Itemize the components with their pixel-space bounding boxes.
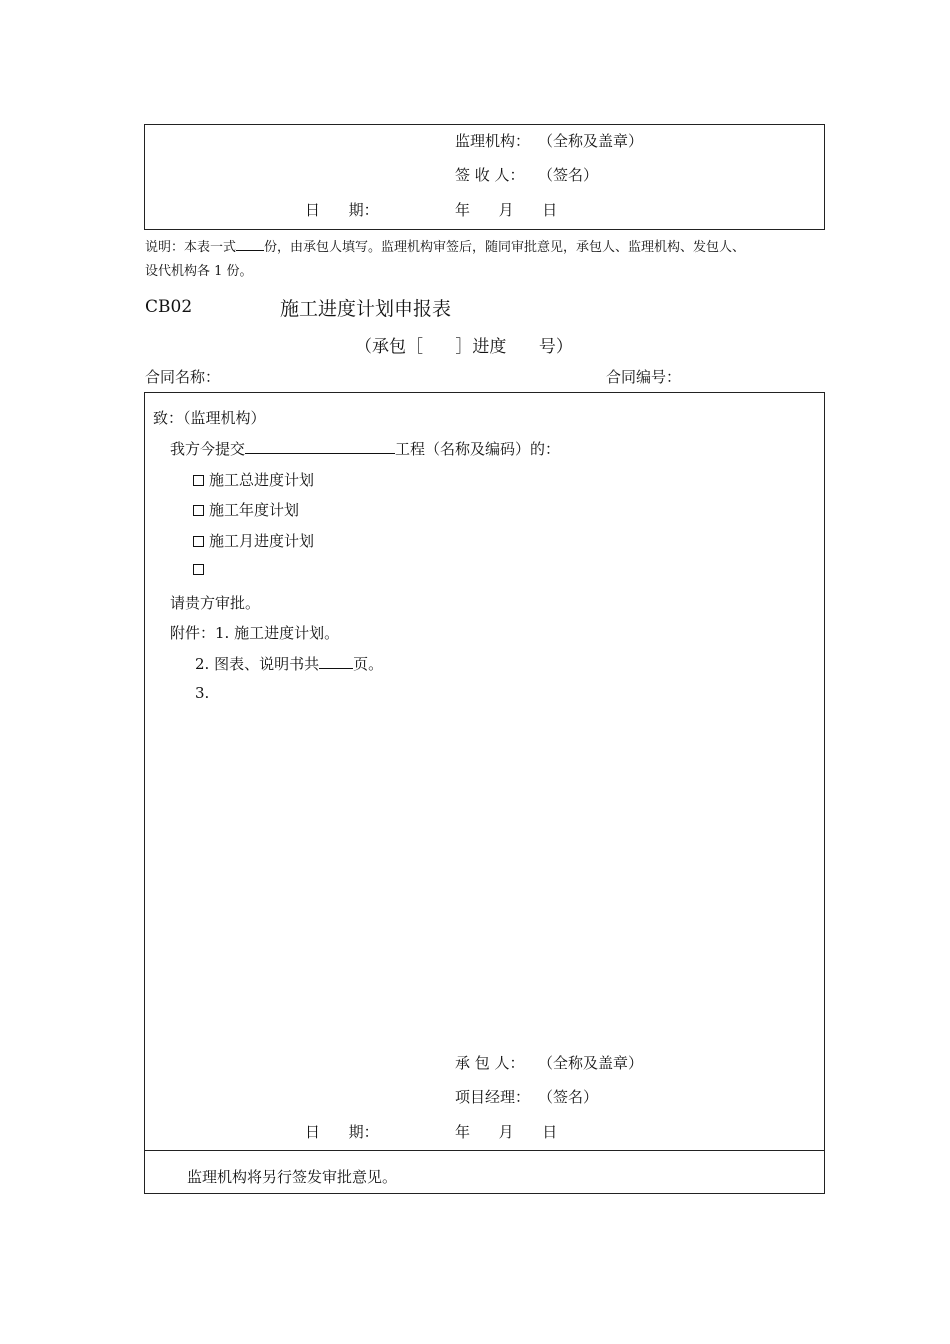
main-date-value: 年 月 日 bbox=[455, 1123, 558, 1141]
receiver-label: 签 收 人： bbox=[455, 166, 525, 184]
contract-no-label: 合同编号： bbox=[606, 368, 682, 386]
main-date-label: 日 期： bbox=[305, 1123, 379, 1141]
submit-prefix: 我方今提交 bbox=[170, 440, 246, 458]
checkbox-icon[interactable] bbox=[193, 475, 204, 486]
contractor-value: （全称及盖章） bbox=[538, 1054, 644, 1072]
checkbox-icon[interactable] bbox=[193, 505, 204, 516]
supervisor-note: 监理机构将另行签发审批意见。 bbox=[187, 1168, 398, 1186]
option-annual-plan[interactable] bbox=[193, 499, 299, 520]
option-label: 施工总进度计划 bbox=[209, 471, 315, 489]
attachment-1: 附件：1. 施工进度计划。 bbox=[170, 624, 340, 642]
supervisor-value: （全称及盖章） bbox=[538, 132, 644, 150]
note-suffix: 份，由承包人填写。监理机构审签后，随同审批意见，承包人、监理机构、发包人、 bbox=[264, 240, 746, 255]
attachment-2-prefix: 2. 图表、说明书共 bbox=[195, 655, 320, 673]
option-other[interactable] bbox=[193, 560, 209, 578]
supervisor-label: 监理机构： bbox=[455, 132, 531, 150]
manager-label: 项目经理： bbox=[455, 1088, 531, 1106]
option-label: 施工月进度计划 bbox=[209, 532, 315, 550]
receiver-value: （签名） bbox=[538, 166, 599, 184]
note-line-2: 设代机构各 1 份。 bbox=[145, 264, 253, 279]
option-label: 施工年度计划 bbox=[209, 501, 300, 519]
manager-value: （签名） bbox=[538, 1088, 599, 1106]
form-title: 施工进度计划申报表 bbox=[280, 298, 452, 320]
page-count-blank[interactable] bbox=[319, 654, 353, 669]
option-monthly-plan[interactable] bbox=[193, 530, 314, 551]
addressee: 致：（监理机构） bbox=[153, 409, 266, 427]
contract-name-label: 合同名称： bbox=[145, 368, 221, 386]
attachment-3: 3. bbox=[195, 684, 210, 702]
submit-suffix: 工程（名称及编码）的： bbox=[395, 440, 561, 458]
top-date-label: 日 期： bbox=[305, 201, 379, 219]
contractor-label: 承 包 人： bbox=[455, 1054, 525, 1072]
checkbox-icon[interactable] bbox=[193, 564, 204, 575]
project-name-blank[interactable] bbox=[245, 439, 395, 454]
note-prefix: 说明：本表一式 bbox=[145, 240, 237, 255]
approval-request: 请贵方审批。 bbox=[170, 594, 261, 612]
attachment-2-suffix: 页。 bbox=[353, 655, 384, 673]
note-line-1 bbox=[145, 236, 745, 255]
form-code: CB02 bbox=[145, 297, 193, 317]
option-total-schedule[interactable] bbox=[193, 469, 314, 490]
top-date-value: 年 月 日 bbox=[455, 201, 558, 219]
submit-line bbox=[170, 438, 560, 459]
attachment-2 bbox=[195, 653, 383, 674]
bottom-divider bbox=[144, 1150, 825, 1151]
copies-blank[interactable] bbox=[236, 236, 264, 251]
checkbox-icon[interactable] bbox=[193, 536, 204, 547]
form-subtitle: （承包［ ］进度 号） bbox=[355, 337, 573, 357]
